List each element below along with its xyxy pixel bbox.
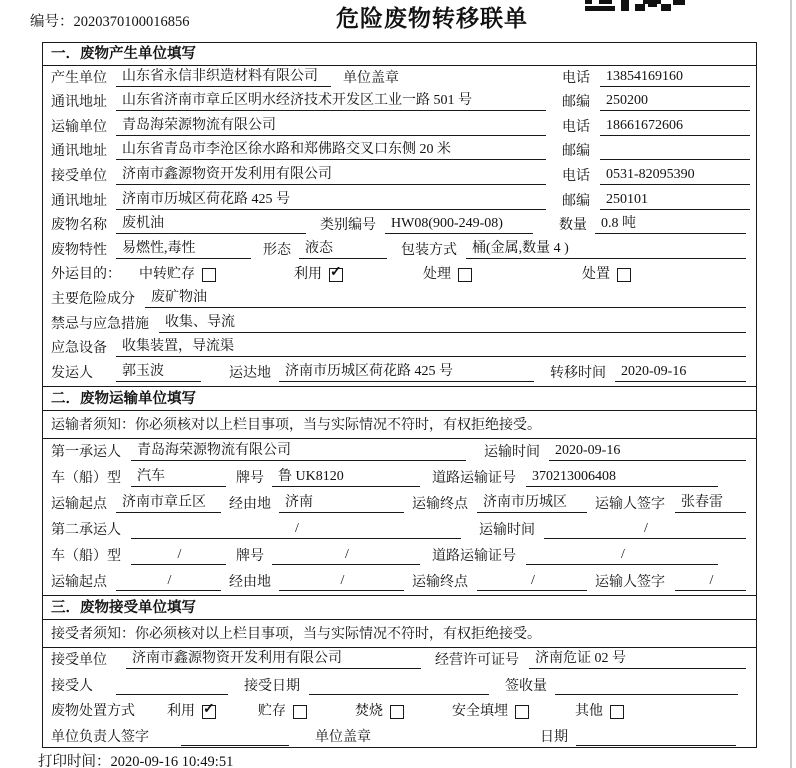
main-hazard-label: 主要危险成分 <box>51 291 135 307</box>
purpose-dispose-label: 处置 <box>582 267 610 283</box>
producer-addr-label: 通讯地址 <box>51 95 107 111</box>
receive-unit-value: 济南市鑫源物资开发利用有限公司 <box>126 647 421 669</box>
license-no-label: 经营许可证号 <box>435 653 519 669</box>
quantity-value: 0.8 吨 <box>595 212 746 234</box>
date-label: 日期 <box>540 729 568 745</box>
transporter-addr-label: 通讯地址 <box>51 144 107 160</box>
carrier-sign1-label: 运输人签字 <box>595 496 665 512</box>
checkbox-dispose <box>617 268 631 282</box>
disposal-method-label: 废物处置方式 <box>51 704 135 720</box>
row-emergency-equipment <box>43 337 756 362</box>
terminus2-value: / <box>477 573 587 591</box>
print-time-line <box>38 750 233 768</box>
disposal-option-utilize <box>167 700 216 720</box>
road-permit2-label: 道路运输证号 <box>432 548 516 564</box>
terminus1-value: 济南市历城区 <box>477 491 587 513</box>
carrier2-value: / <box>131 521 461 539</box>
category-code-value: HW08(900-249-08) <box>385 216 533 234</box>
print-time-value: 2020-09-16 10:49:51 <box>110 754 234 768</box>
producer-value: 山东省永信非织造材料有限公司 <box>116 65 331 87</box>
checkbox-disposal-utilize <box>202 705 216 719</box>
unit-seal-label: 单位盖章 <box>343 70 399 86</box>
transporter-tel-label: 电话 <box>562 119 590 135</box>
transport-time2-label: 运输时间 <box>479 522 535 538</box>
row-receive-unit <box>43 648 756 674</box>
disposal-secure-landfill-label: 安全填埋 <box>452 704 508 720</box>
receiver-tel-value: 0531-82095390 <box>600 167 750 185</box>
section2-header: 二．废物运输单位填写 <box>43 386 756 411</box>
via2-label: 经由地 <box>229 574 271 590</box>
row-main-hazard <box>43 287 756 312</box>
receive-unit-label: 接受单位 <box>51 653 107 669</box>
waste-name-label: 废物名称 <box>51 218 107 234</box>
receiver-zip-label: 邮编 <box>562 193 590 209</box>
plate-no1-label: 牌号 <box>236 470 264 486</box>
license-no-value: 济南危证 02 号 <box>529 647 746 669</box>
disposal-option-incinerate <box>355 700 404 720</box>
received-qty-value <box>555 678 738 695</box>
doc-number-label: 编号： <box>30 14 74 30</box>
row-carrier1 <box>43 439 756 465</box>
terminus2-label: 运输终点 <box>412 574 468 590</box>
print-time-label: 打印时间： <box>38 754 111 768</box>
purpose-option-treat <box>423 263 472 283</box>
responsible-sign-value <box>181 729 289 746</box>
receive-date-label: 接受日期 <box>244 678 300 694</box>
checkbox-disposal-store <box>293 705 307 719</box>
row-producer-address <box>43 91 756 116</box>
receive-date-value <box>309 678 489 695</box>
row-transporter <box>43 115 756 140</box>
transfer-time-label: 转移时间 <box>550 365 606 381</box>
row-producer <box>43 66 756 91</box>
purpose-option-transit-storage <box>139 263 216 283</box>
via1-label: 经由地 <box>229 496 271 512</box>
transporter-label: 运输单位 <box>51 119 107 135</box>
origin2-value: / <box>116 573 221 591</box>
row-carrier2 <box>43 517 756 543</box>
road-permit1-label: 道路运输证号 <box>432 470 516 486</box>
via2-value: / <box>279 573 404 591</box>
row-vehicle2 <box>43 543 756 569</box>
shipper-value: 郭玉波 <box>116 360 201 382</box>
destination-label: 运达地 <box>229 365 271 381</box>
page-right-edge-line <box>790 0 792 768</box>
received-qty-label: 签收量 <box>505 678 547 694</box>
taboo-label: 禁忌与应急措施 <box>51 316 149 332</box>
disposal-option-other <box>575 700 624 720</box>
carrier1-value: 青岛海荣源物流有限公司 <box>131 439 466 461</box>
disposal-utilize-label: 利用 <box>167 704 195 720</box>
section3-notice: 接受者须知：你必须核对以上栏目事项，当与实际情况不符时，有权拒绝接受。 <box>43 620 756 648</box>
checkbox-disposal-other <box>610 705 624 719</box>
transport-time1-label: 运输时间 <box>484 444 540 460</box>
unit-seal2-label: 单位盖章 <box>315 729 371 745</box>
disposal-other-label: 其他 <box>575 704 603 720</box>
purpose-transit-storage-label: 中转贮存 <box>139 267 195 283</box>
receiver-person-value <box>116 678 228 695</box>
row-transporter-address <box>43 140 756 165</box>
packaging-value: 桶(金属,数量 4 ) <box>466 237 746 259</box>
producer-label: 产生单位 <box>51 70 107 86</box>
date-value <box>576 729 736 746</box>
receiver-addr-label: 通讯地址 <box>51 193 107 209</box>
qr-code-fragment-icon <box>585 0 701 16</box>
section1-header: 一．废物产生单位填写 <box>43 43 756 66</box>
row-waste-character <box>43 238 756 263</box>
row-taboo-measures <box>43 312 756 337</box>
row-receiver <box>43 164 756 189</box>
vehicle-type1-value: 汽车 <box>131 465 226 487</box>
receiver-label: 接受单位 <box>51 168 107 184</box>
checkbox-disposal-secure-landfill <box>515 705 529 719</box>
producer-zip-label: 邮编 <box>562 95 590 111</box>
transporter-zip-value <box>600 143 750 160</box>
packaging-label: 包装方式 <box>401 242 457 258</box>
section3-header: 三．废物接受单位填写 <box>43 595 756 620</box>
waste-name-value: 废机油 <box>116 212 306 234</box>
form-state-label: 形态 <box>263 242 291 258</box>
disposal-store-label: 贮存 <box>258 704 286 720</box>
vehicle-type1-label: 车（船）型 <box>51 470 121 486</box>
waste-character-value: 易燃性,毒性 <box>116 237 251 259</box>
emergency-equipment-value: 收集装置，导流渠 <box>116 335 746 357</box>
transporter-value: 青岛海荣源物流有限公司 <box>116 114 546 136</box>
shipper-label: 发运人 <box>51 365 93 381</box>
carrier1-label: 第一承运人 <box>51 444 121 460</box>
row-receiver-person <box>43 673 756 699</box>
row-route2 <box>43 569 756 595</box>
origin1-label: 运输起点 <box>51 496 107 512</box>
checkbox-treat <box>458 268 472 282</box>
transport-time1-value: 2020-09-16 <box>549 443 746 461</box>
receiver-person-label: 接受人 <box>51 678 93 694</box>
origin1-value: 济南市章丘区 <box>116 491 221 513</box>
waste-character-label: 废物特性 <box>51 242 107 258</box>
disposal-option-store <box>258 700 307 720</box>
vehicle-type2-value: / <box>131 547 226 565</box>
row-outbound-purpose <box>43 263 756 288</box>
main-hazard-value: 废矿物油 <box>145 286 746 308</box>
receiver-zip-value: 250101 <box>600 192 750 210</box>
taboo-value: 收集、导流 <box>159 311 746 333</box>
row-receiver-address <box>43 189 756 214</box>
outbound-purpose-label: 外运目的： <box>51 267 121 283</box>
purpose-treat-label: 处理 <box>423 267 451 283</box>
transporter-zip-label: 邮编 <box>562 144 590 160</box>
road-permit2-value: / <box>526 547 718 565</box>
checkbox-transit-storage <box>202 268 216 282</box>
plate-no1-value: 鲁 UK8120 <box>272 465 420 487</box>
responsible-sign-label: 单位负责人签字 <box>51 729 149 745</box>
carrier-sign1-value: 张春雷 <box>675 491 746 513</box>
purpose-utilize-label: 利用 <box>294 267 322 283</box>
form-state-value: 液态 <box>299 237 387 259</box>
transporter-addr-value: 山东省青岛市李沧区徐水路和郑佛路交叉口东侧 20 米 <box>116 138 546 160</box>
transfer-time-value: 2020-09-16 <box>615 364 746 382</box>
carrier-sign2-label: 运输人签字 <box>595 574 665 590</box>
checkbox-utilize <box>329 268 343 282</box>
manifest-table <box>42 42 757 748</box>
transport-time2-value: / <box>544 521 746 539</box>
disposal-option-secure-landfill <box>452 700 529 720</box>
producer-zip-value: 250200 <box>600 93 750 111</box>
row-disposal-method <box>43 699 756 725</box>
row-waste-name <box>43 214 756 239</box>
via1-value: 济南 <box>279 491 404 513</box>
section2-notice: 运输者须知：你必须核对以上栏目事项，当与实际情况不符时，有权拒绝接受。 <box>43 411 756 439</box>
receiver-tel-label: 电话 <box>562 168 590 184</box>
terminus1-label: 运输终点 <box>412 496 468 512</box>
origin2-label: 运输起点 <box>51 574 107 590</box>
plate-no2-label: 牌号 <box>236 548 264 564</box>
row-responsible-signature <box>43 724 756 748</box>
plate-no2-value: / <box>272 547 420 565</box>
receiver-value: 济南市鑫源物资开发利用有限公司 <box>116 163 546 185</box>
row-shipper <box>43 361 756 386</box>
receiver-addr-value: 济南市历城区荷花路 425 号 <box>116 188 546 210</box>
producer-addr-value: 山东省济南市章丘区明水经济技术开发区工业一路 501 号 <box>116 89 546 111</box>
quantity-label: 数量 <box>559 218 587 234</box>
category-code-label: 类别编号 <box>320 218 376 234</box>
road-permit1-value: 370213006408 <box>526 469 718 487</box>
vehicle-type2-label: 车（船）型 <box>51 548 121 564</box>
carrier-sign2-value: / <box>675 573 746 591</box>
disposal-incinerate-label: 焚烧 <box>355 704 383 720</box>
destination-value: 济南市历城区荷花路 425 号 <box>279 360 534 382</box>
row-vehicle1 <box>43 465 756 491</box>
doc-number-value: 2020370100016856 <box>73 14 190 30</box>
transporter-tel-value: 18661672606 <box>600 118 750 136</box>
producer-tel-value: 13854169160 <box>600 69 750 87</box>
checkbox-disposal-incinerate <box>390 705 404 719</box>
purpose-option-utilize <box>294 263 343 283</box>
emergency-equipment-label: 应急设备 <box>51 341 107 357</box>
row-route1 <box>43 491 756 517</box>
purpose-option-dispose <box>582 263 631 283</box>
doc-number-line <box>30 10 190 31</box>
page-title: 危险废物转移联单 <box>336 6 528 31</box>
carrier2-label: 第二承运人 <box>51 522 121 538</box>
producer-tel-label: 电话 <box>562 70 590 86</box>
